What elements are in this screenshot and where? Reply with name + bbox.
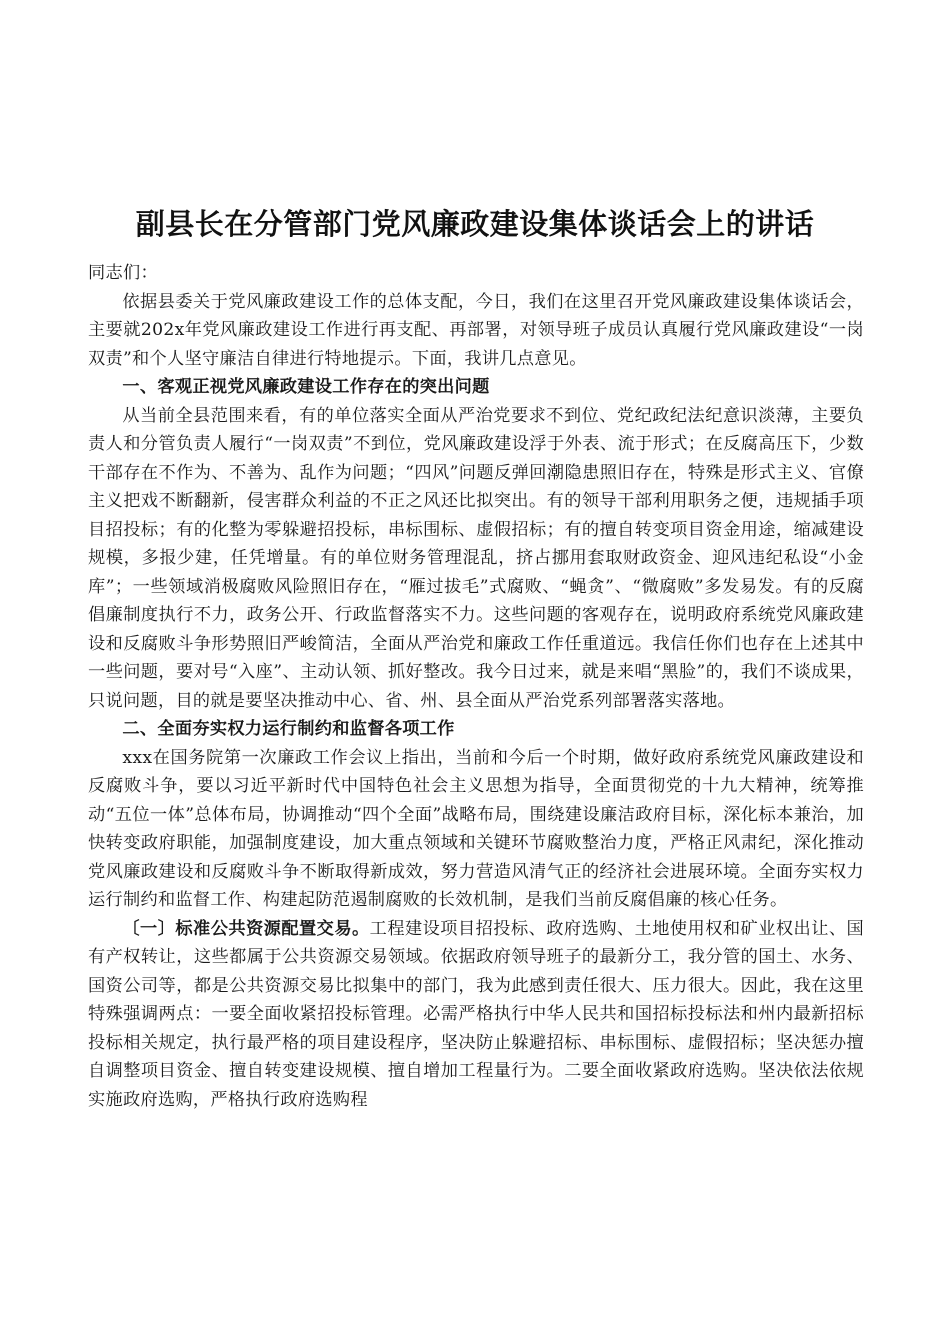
section-1-paragraph: 从当前全县范围来看，有的单位落实全面从严治党要求不到位、党纪政纪法纪意识淡薄，主要负责人和分管负责人履行“一岗双责”不到位，党风廉政建设浮于外表、流于形式；在反腐高压下，少数干部存在不作为、不善为、乱作为问题；“四风”问题反弹回潮隐患照旧存在，特殊是形式主义、官僚主义把戏不断翻新，侵害群众利益的不正之风还比拟突出。有的领导干部利用职务之便，违规插手项目招投标；有的化整为零躲避招投标，串标围标、虚假招标；有的擅自转变项目资金用途，缩减建设规模，多报少建，任凭增量。有的单位财务管理混乱，挤占挪用套取财政资金、迎风违纪私设“小金库”；一些领域消极腐败风险照旧存在，“雁过拔毛”式腐败、“蝇贪”、“微腐败”多发易发。有的反腐倡廉制度执行不力，政务公开、行政监督落实不力。这些问题的客观存在，说明政府系统党风廉政建设和反腐败斗争形势照旧严峻简洁，全面从严治党和廉政工作任重道远。我信任你们也存在上述其中一些问题，要对号“入座”、主动认领、抓好整改。我今日过来，就是来唱“黑脸”的，我们不谈成果，只说问题，目的就是要坚决推动中心、省、州、县全面从严治党系列部署落实落地。 — [88, 405, 864, 711]
subsection-1-paragraph — [88, 915, 864, 1115]
document-title: 副县长在分管部门党风廉政建设集体谈话会上的讲话 — [135, 207, 815, 241]
subsection-1-heading: 〔一〕标准公共资源配置交易。 — [122, 918, 370, 939]
section-1-heading: 一、客观正视党风廉政建设工作存在的突出问题 — [122, 377, 490, 397]
subsection-1-text: 工程建设项目招投标、政府选购、土地使用权和矿业权出让、国有产权转让，这些都属于公共资源交易领域。依据政府领导班子的最新分工，我分管的国土、水务、国资公司等，都是公共资源交易比拟集中的部门，我为此感到责任很大、压力很大。因此，我在这里特殊强调两点：一要全面收紧招投标管理。必需严格执行中华人民共和国招标投标法和州内最新招标投标相关规定，执行最严格的项目建设程序，坚决防止躲避招标、串标围标、虚假招标；坚决惩办擅自调整项目资金、擅自转变建设规模、擅自增加工程量行为。二要全面收紧政府选购。坚决依法依规实施政府选购，严格执行政府选购程 — [88, 918, 865, 1110]
salutation: 同志们： — [88, 263, 158, 283]
intro-paragraph: 依据县委关于党风廉政建设工作的总体支配，今日，我们在这里召开党风廉政建设集体谈话会，主要就202x年党风廉政建设工作进行再支配、再部署，对领导班子成员认真履行党风廉政建设“一岗双责”和个人坚守廉洁自律进行特地提示。下面，我讲几点意见。 — [88, 291, 864, 369]
section-2-paragraph: xxx在国务院第一次廉政工作会议上指出，当前和今后一个时期，做好政府系统党风廉政建设和反腐败斗争，要以习近平新时代中国特色社会主义思想为指导，全面贯彻党的十九大精神，统筹推动“五位一体”总体布局，协调推动“四个全面”战略布局，围绕建设廉洁政府目标，深化标本兼治，加快转变政府职能，加强制度建设，加大重点领域和关键环节腐败整治力度，严格正风肃纪，深化推动党风廉政建设和反腐败斗争不断取得新成效，努力营造风清气正的经济社会进展环境。全面夯实权力运行制约和监督工作、构建起防范遏制腐败的长效机制，是我们当前反腐倡廉的核心任务。 — [88, 747, 864, 910]
document-body — [88, 259, 864, 1114]
section-2-heading: 二、全面夯实权力运行制约和监督各项工作 — [122, 719, 455, 739]
